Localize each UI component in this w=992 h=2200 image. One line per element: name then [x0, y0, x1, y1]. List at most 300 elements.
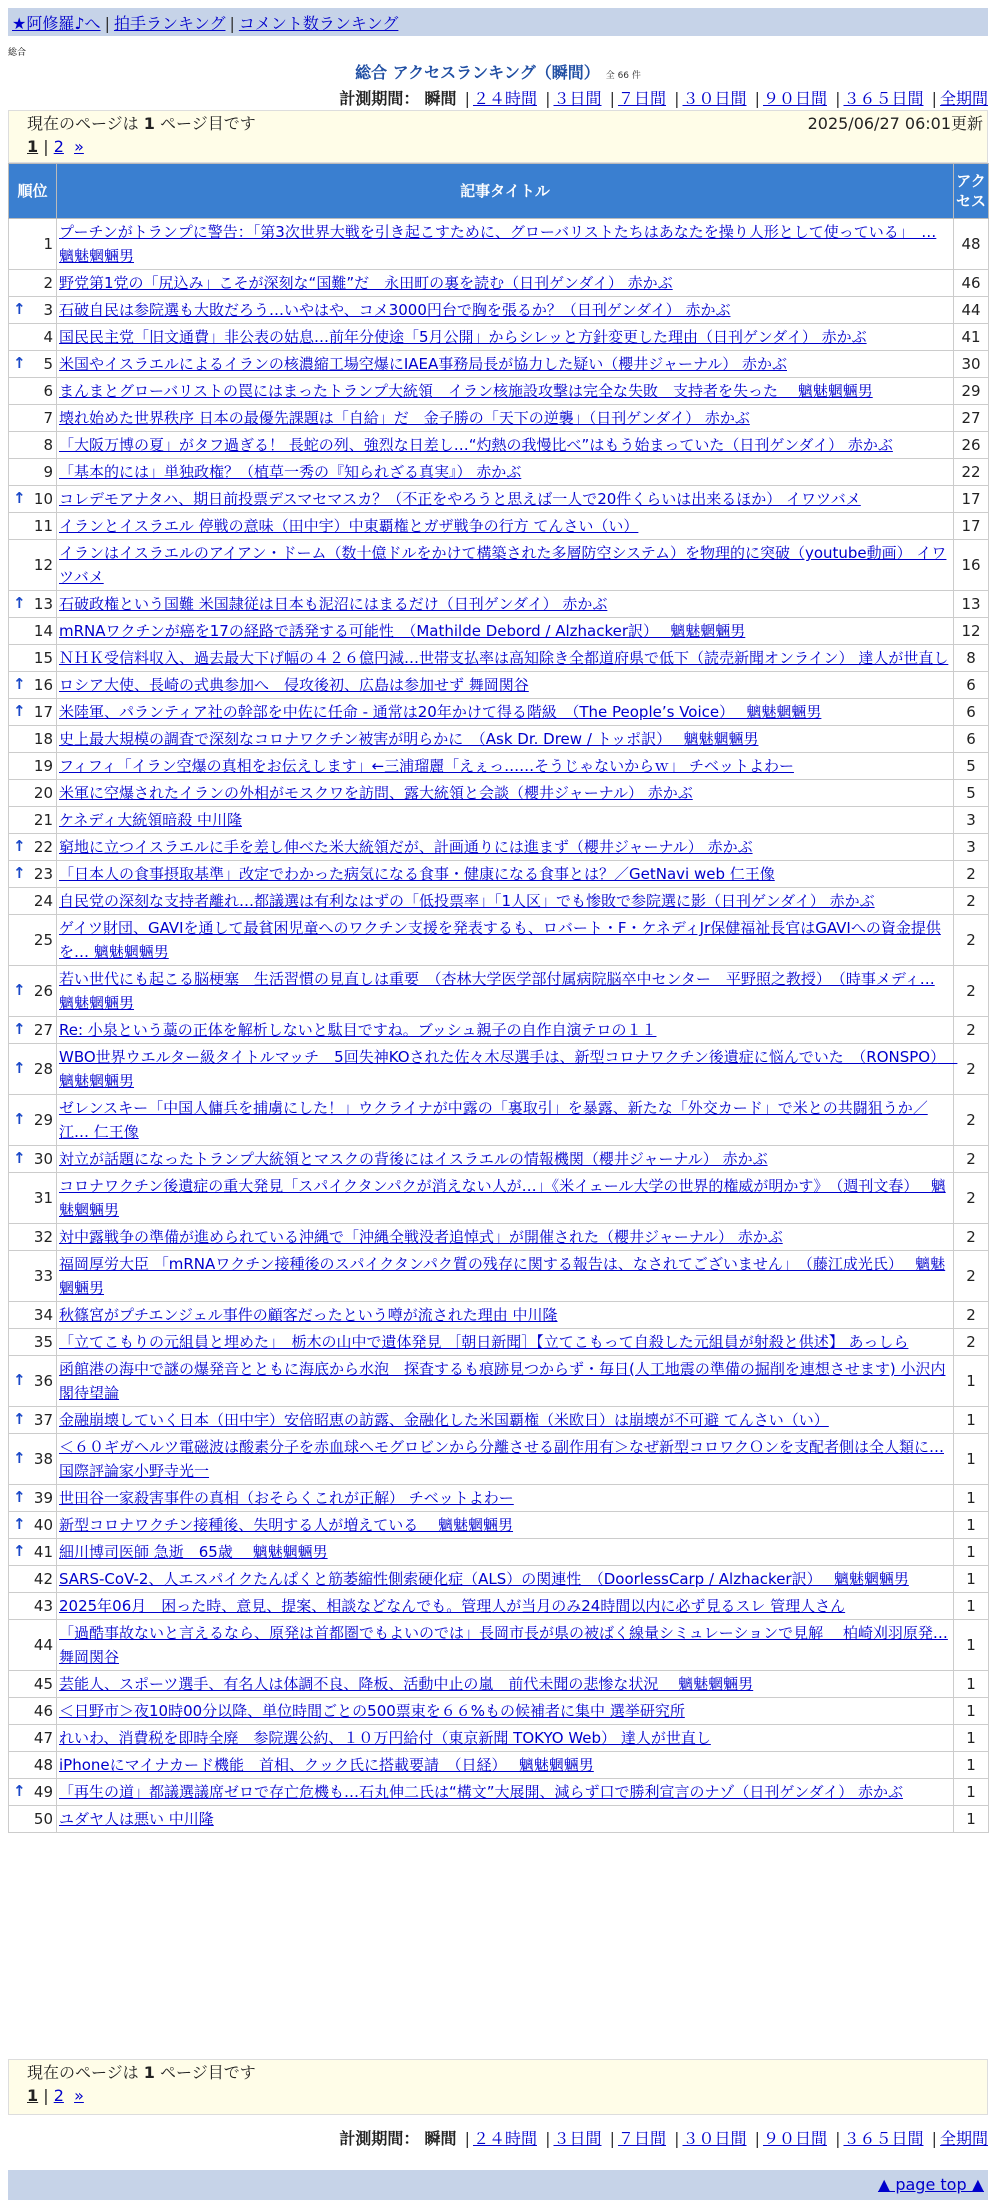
rank-up-arrow-icon: ↑ [13, 836, 26, 855]
access-count: 48 [954, 219, 989, 270]
access-count: 3 [954, 807, 989, 834]
article-link[interactable]: 「再生の道」都議選議席ゼロで存亡危機も…石丸伸二氏は“構文”大展開、減らず口で勝利宣言のナゾ（日刊ゲンダイ） 赤かぶ [59, 1783, 903, 1801]
period-all-link[interactable]: 全期間 [939, 2129, 988, 2148]
title-cell [57, 297, 954, 324]
access-count: 1 [954, 1539, 989, 1566]
top-nav: ★阿修羅♪へ | 拍手ランキング | コメント数ランキング [8, 8, 988, 36]
rank-cell [9, 1806, 57, 1833]
rank-number: 42 [33, 1570, 53, 1588]
title-cell [57, 915, 954, 966]
rank-cell [9, 378, 57, 405]
table-row [9, 726, 989, 753]
table-row [9, 915, 989, 966]
title-cell [57, 1698, 954, 1725]
article-link[interactable]: ＮＨＫ受信料収入、過去最大下げ幅の４２６億円減…世帯支払率は高知除き全都道府県で低下（読売新聞オンライン） 達人が世直し [59, 649, 949, 667]
next-page-link[interactable]: » [74, 137, 84, 156]
rank-up-arrow-icon: ↑ [13, 593, 26, 612]
table-row [9, 1224, 989, 1251]
access-count: 2 [954, 1095, 989, 1146]
table-row [9, 1173, 989, 1224]
access-count: 17 [954, 486, 989, 513]
article-link[interactable]: まんまとグローバリストの罠にはまったトランプ大統領 イラン核施設攻撃は完全な失敗 支持者を失った 魑魅魍魎男 [59, 382, 873, 400]
page-1-current: 1 [27, 137, 39, 156]
access-count: 2 [954, 915, 989, 966]
table-row [9, 1671, 989, 1698]
rank-number: 40 [33, 1516, 53, 1534]
article-link[interactable]: 「基本的には」単独政権？（植草一秀の『知られざる真実』） 赤かぶ [59, 463, 522, 481]
article-link[interactable]: 世田谷一家殺害事件の真相（おそらくこれが正解） チベットよわー [59, 1489, 514, 1507]
rank-cell [9, 1566, 57, 1593]
table-row [9, 459, 989, 486]
title-cell [57, 1017, 954, 1044]
table-row [9, 378, 989, 405]
rank-cell [9, 324, 57, 351]
period-30d-link[interactable]: ３０日間 [682, 2129, 747, 2148]
page-2-link[interactable]: 2 [53, 137, 64, 156]
rank-number: 5 [43, 355, 53, 373]
access-count: 6 [954, 699, 989, 726]
rank-cell [9, 861, 57, 888]
article-link[interactable]: 芸能人、スポーツ選手、有名人は体調不良、降板、活動中止の嵐 前代未聞の悲惨な状況 魑魅魍魎男 [59, 1675, 754, 1693]
article-link[interactable]: 新型コロナワクチン接種後、失明する人が増えている 魑魅魍魎男 [59, 1516, 514, 1534]
table-row [9, 270, 989, 297]
rank-up-arrow-icon: ↑ [13, 674, 26, 693]
period-label: 計測期間： [339, 2129, 420, 2148]
rank-cell [9, 1044, 57, 1095]
article-link[interactable]: 壊れ始めた世界秩序 日本の最優先課題は「自給」だ 金子勝の「天下の逆襲」（日刊ゲンダイ） 赤かぶ [59, 409, 750, 427]
access-count: 3 [954, 834, 989, 861]
period-7d-link[interactable]: ７日間 [617, 2129, 666, 2148]
rank-number: 12 [33, 556, 53, 574]
table-row [9, 1302, 989, 1329]
title-cell [57, 645, 954, 672]
rank-up-arrow-icon: ↑ [13, 980, 26, 999]
table-row [9, 1329, 989, 1356]
access-count: 26 [954, 432, 989, 459]
rank-cell [9, 1752, 57, 1779]
table-row [9, 405, 989, 432]
access-count: 13 [954, 591, 989, 618]
rank-number: 23 [33, 865, 53, 883]
rank-number: 7 [43, 409, 53, 427]
article-link[interactable]: 秋篠宮がプチエンジェル事件の顧客だったという噂が流された理由 中川隆 [59, 1306, 558, 1324]
article-link[interactable]: ロシア大使、長崎の式典参加へ 侵攻後初、広島は参加せず 舞岡関谷 [59, 676, 529, 694]
next-page-link[interactable]: » [74, 2086, 84, 2105]
rank-cell [9, 459, 57, 486]
footer-bar [8, 2170, 988, 2200]
title-cell [57, 807, 954, 834]
article-link[interactable]: SARS-CoV-2、人エスパイクたんぱくと筋萎縮性側索硬化症（ALS）の関連性 （DoorlessCarp / Alzhacker訳） 魑魅魍魎男 [59, 1570, 909, 1588]
article-link[interactable]: iPhoneにマイナカード機能 首相、クック氏に搭載要請 （日経） 魑魅魍魎男 [59, 1756, 594, 1774]
paging-bottom [8, 2059, 988, 2115]
rank-cell [9, 1095, 57, 1146]
rank-cell [9, 1485, 57, 1512]
article-link[interactable]: プーチンがトランプに警告：「第3次世界大戦を引き起こすために、グローバリストたちはあなたを操り人形として使っている」 … 魑魅魍魎男 [59, 223, 937, 265]
table-row [9, 1017, 989, 1044]
title-header: 記事タイトル [57, 164, 954, 219]
table-row [9, 672, 989, 699]
title-cell [57, 405, 954, 432]
period-365d-link[interactable]: ３６５日間 [843, 2129, 924, 2148]
period-365d-link[interactable]: ３６５日間 [843, 89, 924, 108]
table-header [9, 164, 989, 219]
pager: 1 | 2 » [27, 137, 84, 156]
rank-cell [9, 915, 57, 966]
table-row [9, 1434, 989, 1485]
rank-number: 9 [43, 463, 53, 481]
article-link[interactable]: 窮地に立つイスラエルに手を差し伸べた米大統領だが、計画通りには進まず（櫻井ジャーナル） 赤かぶ [59, 838, 753, 856]
article-link[interactable]: 若い世代にも起こる脳梗塞 生活習慣の見直しは重要 （杏林大学医学部付属病院脳卒中センター 平野照之教授） （時事メディ… 魑魅魍魎男 [59, 970, 935, 1012]
rank-cell [9, 1671, 57, 1698]
rank-number: 44 [33, 1636, 53, 1654]
rank-number: 15 [33, 649, 53, 667]
rank-cell [9, 1017, 57, 1044]
table-row [9, 1407, 989, 1434]
article-link[interactable]: ゼレンスキー「中国人傭兵を捕虜にした！」ウクライナが中露の「裏取引」を暴露、新たな「外交カード」で米との共闘狙うか／江… 仁王像 [59, 1099, 928, 1141]
article-link[interactable]: ケネディ大統領暗殺 中川隆 [59, 811, 242, 829]
table-row [9, 1485, 989, 1512]
rank-number: 50 [33, 1810, 53, 1828]
title-cell [57, 1752, 954, 1779]
rank-number: 10 [33, 490, 53, 508]
rank-cell [9, 1539, 57, 1566]
rank-cell [9, 645, 57, 672]
article-link[interactable]: コレデモアナタハ、期日前投票デスマセマスカ？（不正をやろうと思えば一人で20件くらいは出来るほか） イワツバメ [59, 490, 861, 508]
access-count: 46 [954, 270, 989, 297]
title-cell [57, 699, 954, 726]
article-link[interactable]: フィフィ「イラン空爆の真相をお伝えします」←三浦瑠麗「えぇっ……そうじゃないからｗ」 チベットよわー [59, 757, 794, 775]
title-cell [57, 888, 954, 915]
table-row [9, 540, 989, 591]
access-count: 30 [954, 351, 989, 378]
rank-cell [9, 1329, 57, 1356]
ranking-body [9, 219, 989, 1833]
period-90d-link[interactable]: ９０日間 [762, 2129, 827, 2148]
period-label: 計測期間： [339, 89, 420, 108]
article-link[interactable]: イランとイスラエル 停戦の意味（田中宇）中東覇権とガザ戦争の行方 てんさい（い） [59, 517, 639, 535]
rank-number: 16 [33, 676, 53, 694]
rank-cell [9, 1224, 57, 1251]
table-row [9, 1512, 989, 1539]
rank-cell [9, 513, 57, 540]
paging-top [8, 110, 988, 163]
title-cell [57, 1806, 954, 1833]
article-link[interactable]: 「過酷事故ないと言えるなら、原発は首都圏でもよいのでは」長岡市長が県の被ばく線量シミュレーションで見解 柏崎刈羽原発… 舞岡関谷 [59, 1624, 948, 1666]
access-count: 44 [954, 297, 989, 324]
rank-number: 27 [33, 1021, 53, 1039]
access-count: 1 [954, 1485, 989, 1512]
article-link[interactable]: ゲイツ財団、GAVIを通して最貧困児童へのワクチン支援を発表するも、ロバート・F・ケネディJr保健福祉長官はGAVIへの資金提供を… 魑魅魍魎男 [59, 919, 941, 961]
rank-number: 21 [33, 811, 53, 829]
rank-up-arrow-icon: ↑ [13, 299, 26, 318]
access-count: 29 [954, 378, 989, 405]
rank-number: 48 [33, 1756, 53, 1774]
rank-number: 18 [33, 730, 53, 748]
article-link[interactable]: ＜日野市＞夜10時00分以降、単位時間ごとの500票束を６６%もの候補者に集中 選挙研究所 [59, 1702, 685, 1720]
rank-up-arrow-icon: ↑ [13, 1541, 26, 1560]
article-link[interactable]: 函館港の海中で謎の爆発音とともに海底から水泡 探査するも痕跡見つからず・毎日(人工地震の準備の掘削を連想させます) 小沢内閣待望論 [59, 1360, 946, 1402]
rank-number: 37 [33, 1411, 53, 1429]
title-cell [57, 1146, 954, 1173]
rank-number: 32 [33, 1228, 53, 1246]
article-link[interactable]: 金融崩壊していく日本（田中宇）安倍昭恵の訪露、金融化した米国覇権（米欧日）は崩壊が不可避 てんさい（い） [59, 1411, 829, 1429]
rank-cell [9, 834, 57, 861]
rank-up-arrow-icon: ↑ [13, 1448, 26, 1467]
table-row [9, 351, 989, 378]
access-count: 1 [954, 1434, 989, 1485]
rank-number: 3 [43, 301, 53, 319]
access-count: 16 [954, 540, 989, 591]
access-count: 5 [954, 780, 989, 807]
access-count: 8 [954, 645, 989, 672]
period-3d-link[interactable]: ３日間 [553, 2129, 602, 2148]
article-link[interactable]: Re: 小泉という藁の正体を解析しないと駄目ですね。ブッシュ親子の自作自演テロの１１ [59, 1021, 657, 1039]
period-current: 瞬間 [424, 2129, 457, 2148]
rank-cell [9, 1593, 57, 1620]
rank-cell [9, 297, 57, 324]
rank-number: 34 [33, 1306, 53, 1324]
article-link[interactable]: ＜６０ギガヘルツ電磁波は酸素分子を赤血球ヘモグロビンから分離させる副作用有＞なぜ新型コロワクＯンを支配者側は全人類に… 国際評論家小野寺光一 [59, 1438, 945, 1480]
article-link[interactable]: 米国やイスラエルによるイランの核濃縮工場空爆にIAEA事務局長が協力した疑い（櫻井ジャーナル） 赤かぶ [59, 355, 787, 373]
article-link[interactable]: 対中露戦争の準備が進められている沖縄で「沖縄全戦没者追悼式」が開催された（櫻井ジャーナル） 赤かぶ [59, 1228, 783, 1246]
article-link[interactable]: 石破自民は参院選も大敗だろう…いやはや、コメ3000円台で胸を張るか？（日刊ゲンダイ） 赤かぶ [59, 301, 731, 319]
page-2-link[interactable]: 2 [53, 2086, 64, 2105]
rank-number: 39 [33, 1489, 53, 1507]
rank-number: 14 [33, 622, 53, 640]
rank-cell [9, 1434, 57, 1485]
article-link[interactable]: 「日本人の食事摂取基準」改定でわかった病気になる食事・健康になる食事とは？／GetNavi web 仁王像 [59, 865, 775, 883]
title-cell [57, 1671, 954, 1698]
title-cell [57, 1356, 954, 1407]
rank-header: 順位 [9, 164, 57, 219]
article-link[interactable]: WBO世界ウエルター級タイトルマッチ 5回失神KOされた佐々木尽選手は、新型コロナワクチン後遺症に悩んでいた （RONSPO） 魑魅魍魎男 [59, 1048, 958, 1090]
rank-number: 11 [33, 517, 53, 535]
table-row [9, 834, 989, 861]
article-link[interactable]: イランはイスラエルのアイアン・ドーム（数十億ドルをかけて構築された多層防空システム）を物理的に突破（youtube動画） イワツバメ [59, 544, 947, 586]
article-link[interactable]: 2025年06月 困った時、意見、提案、相談などなんでも。管理人が当月のみ24時間以内に必ず見るスレ 管理人さん [59, 1597, 846, 1615]
rank-number: 28 [33, 1060, 53, 1078]
rank-number: 33 [33, 1267, 53, 1285]
title-cell [57, 270, 954, 297]
rank-cell [9, 780, 57, 807]
access-count: 1 [954, 1725, 989, 1752]
rank-cell [9, 1146, 57, 1173]
rank-cell [9, 699, 57, 726]
access-count: 6 [954, 672, 989, 699]
table-row [9, 219, 989, 270]
access-count: 1 [954, 1698, 989, 1725]
title-cell [57, 1173, 954, 1224]
rank-up-arrow-icon: ↑ [13, 1148, 26, 1167]
article-link[interactable]: 野党第1党の「尻込み」こそが深刻な“国難”だ 永田町の裏を読む（日刊ゲンダイ） 赤かぶ [59, 274, 673, 292]
rank-up-arrow-icon: ↑ [13, 488, 26, 507]
page-top-link[interactable]: ▲ page top ▲ [877, 2175, 984, 2194]
table-row [9, 1593, 989, 1620]
rank-cell [9, 618, 57, 645]
item-count: 全 66 件 [605, 71, 641, 81]
title-cell [57, 351, 954, 378]
rank-cell [9, 351, 57, 378]
access-count: 5 [954, 753, 989, 780]
rank-cell [9, 888, 57, 915]
article-link[interactable]: 米陸軍、パランティア社の幹部を中佐に任命 - 通常は20年かけて得る階級 （The People’s Voice） 魑魅魍魎男 [59, 703, 822, 721]
category-tag: 総合 [8, 48, 27, 58]
table-row [9, 1620, 989, 1671]
access-count: 17 [954, 513, 989, 540]
table-row [9, 1698, 989, 1725]
rank-cell [9, 405, 57, 432]
rank-number: 8 [43, 436, 53, 454]
access-count: 1 [954, 1356, 989, 1407]
article-link[interactable]: 細川博司医師 急逝 65歳 魑魅魍魎男 [59, 1543, 328, 1561]
table-row [9, 1752, 989, 1779]
rank-up-arrow-icon: ↑ [13, 1058, 26, 1077]
rank-number: 2 [43, 274, 53, 292]
title-cell [57, 1302, 954, 1329]
access-count: 2 [954, 1044, 989, 1095]
access-count: 2 [954, 1173, 989, 1224]
table-row [9, 699, 989, 726]
rank-cell [9, 672, 57, 699]
title-cell [57, 834, 954, 861]
access-count: 1 [954, 1620, 989, 1671]
title-cell [57, 1434, 954, 1485]
title-cell [57, 1224, 954, 1251]
title-cell [57, 1620, 954, 1671]
article-link[interactable]: 「立てこもりの元組員と埋めた」 栃木の山中で遺体発見 ［朝日新聞］【立てこもって自殺した元組員が射殺と供述】 あっしら [59, 1333, 909, 1351]
article-link[interactable]: mRNAワクチンが癌を17の経路で誘発する可能性 （Mathilde Debord / Alzhacker訳） 魑魅魍魎男 [59, 622, 746, 640]
period-selector-top: 計測期間： 瞬間 | ２４時間 | ３日間 | ７日間 | ３０日間 | ９０日間 | ３６５日間 | 全期間 [339, 89, 988, 108]
rank-cell [9, 807, 57, 834]
article-link[interactable]: 「大阪万博の夏」がタフ過ぎる！ 長蛇の列、強烈な日差し…“灼熱の我慢比べ”はもう始まっていた（日刊ゲンダイ） 赤かぶ [59, 436, 893, 454]
rank-up-arrow-icon: ↑ [13, 1781, 26, 1800]
rank-cell [9, 591, 57, 618]
rank-number: 13 [33, 595, 53, 613]
rank-number: 35 [33, 1333, 53, 1351]
article-link[interactable]: 米軍に空爆されたイランの外相がモスクワを訪問、露大統領と会談（櫻井ジャーナル） 赤かぶ [59, 784, 693, 802]
article-link[interactable]: れいわ、消費税を即時全廃 参院選公約、１０万円給付（東京新聞 TOKYO Web） 達人が世直し [59, 1729, 711, 1747]
article-link[interactable]: コロナワクチン後遺症の重大発見「スパイクタンパクが消えない人が…」《米イェール大学の世界的権威が明かす》 （週刊文春） 魑魅魍魎男 [59, 1177, 946, 1219]
title-cell [57, 1593, 954, 1620]
table-row [9, 324, 989, 351]
article-link[interactable]: 対立が話題になったトランプ大統領とマスクの背後にはイスラエルの情報機関（櫻井ジャーナル） 赤かぶ [59, 1150, 768, 1168]
rank-cell [9, 1356, 57, 1407]
title-cell [57, 1485, 954, 1512]
table-row [9, 1356, 989, 1407]
rank-number: 47 [33, 1729, 53, 1747]
article-link[interactable]: 石破政権という国難 米国隷従は日本も泥沼にはまるだけ（日刊ゲンダイ） 赤かぶ [59, 595, 608, 613]
rank-up-arrow-icon: ↑ [13, 701, 26, 720]
period-3d-link[interactable]: ３日間 [553, 89, 602, 108]
page-title [8, 60, 988, 83]
rank-number: 43 [33, 1597, 53, 1615]
access-count: 41 [954, 324, 989, 351]
article-link[interactable]: 国民民主党「旧文通費」非公表の姑息…前年分使途「5月公開」からシレッと方針変更した理由（日刊ゲンダイ） 赤かぶ [59, 328, 867, 346]
period-all-link[interactable]: 全期間 [939, 89, 988, 108]
rank-up-arrow-icon: ↑ [13, 1370, 26, 1389]
title-cell [57, 672, 954, 699]
period-7d-link[interactable]: ７日間 [617, 89, 666, 108]
article-link[interactable]: ユダヤ人は悪い 中川隆 [59, 1810, 214, 1828]
home-link[interactable]: ★阿修羅♪へ [12, 14, 101, 33]
rank-number: 49 [33, 1783, 53, 1801]
page-1-current: 1 [27, 2086, 39, 2105]
table-row [9, 1566, 989, 1593]
title-cell [57, 1725, 954, 1752]
rank-number: 26 [33, 982, 53, 1000]
table-row [9, 966, 989, 1017]
rank-cell [9, 1407, 57, 1434]
rank-cell [9, 1779, 57, 1806]
table-row [9, 1095, 989, 1146]
access-count: 2 [954, 1329, 989, 1356]
rank-number: 45 [33, 1675, 53, 1693]
rank-cell [9, 1725, 57, 1752]
title-cell [57, 540, 954, 591]
period-90d-link[interactable]: ９０日間 [762, 89, 827, 108]
rank-number: 36 [33, 1372, 53, 1390]
article-link[interactable]: 福岡厚労大臣 「mRNAワクチン接種後のスパイクタンパク質の残存に関する報告は、なされてございません」 （藤江成光氏） 魑魅魍魎男 [59, 1255, 946, 1297]
rank-number: 4 [43, 328, 53, 346]
rank-number: 31 [33, 1189, 53, 1207]
period-24h-link[interactable]: ２４時間 [472, 2129, 537, 2148]
table-row [9, 513, 989, 540]
title-cell [57, 486, 954, 513]
access-count: 1 [954, 1407, 989, 1434]
rank-number: 24 [33, 892, 53, 910]
title-cell [57, 432, 954, 459]
rank-cell [9, 1251, 57, 1302]
access-count: 2 [954, 1017, 989, 1044]
rank-up-arrow-icon: ↑ [13, 1487, 26, 1506]
rank-cell [9, 1698, 57, 1725]
title-cell [57, 1329, 954, 1356]
ranking-table [8, 163, 989, 1833]
title-cell [57, 513, 954, 540]
rank-cell [9, 966, 57, 1017]
article-link[interactable]: 史上最大規模の調査で深刻なコロナワクチン被害が明らかに （Ask Dr. Drew / トッポ訳） 魑魅魍魎男 [59, 730, 759, 748]
comment-ranking-link[interactable]: コメント数ランキング [238, 14, 399, 33]
clap-ranking-link[interactable]: 拍手ランキング [113, 14, 226, 33]
table-row [9, 1251, 989, 1302]
access-count: 2 [954, 861, 989, 888]
title-cell [57, 219, 954, 270]
period-selector-bottom: 計測期間： 瞬間 | ２４時間 | ３日間 | ７日間 | ３０日間 | ９０日間 | ３６５日間 | 全期間 [339, 2129, 988, 2148]
table-row [9, 1539, 989, 1566]
period-30d-link[interactable]: ３０日間 [682, 89, 747, 108]
pager: 1 | 2 » [27, 2086, 84, 2105]
period-24h-link[interactable]: ２４時間 [472, 89, 537, 108]
access-header: アクセス [954, 164, 989, 219]
access-count: 1 [954, 1566, 989, 1593]
table-row [9, 780, 989, 807]
table-row [9, 618, 989, 645]
title-cell [57, 1566, 954, 1593]
rank-number: 22 [33, 838, 53, 856]
title-cell [57, 378, 954, 405]
rank-cell [9, 1173, 57, 1224]
title-cell [57, 861, 954, 888]
rank-cell [9, 1512, 57, 1539]
title-cell [57, 780, 954, 807]
access-count: 1 [954, 1671, 989, 1698]
access-count: 1 [954, 1512, 989, 1539]
title-cell [57, 1095, 954, 1146]
updated-time: 2025/06/27 06:01更新 [807, 114, 983, 133]
table-row [9, 1806, 989, 1833]
article-link[interactable]: 自民党の深刻な支持者離れ…都議選は有利なはずの「低投票率」「1人区」でも惨敗で参院選に影（日刊ゲンダイ） 赤かぶ [59, 892, 875, 910]
rank-cell [9, 726, 57, 753]
